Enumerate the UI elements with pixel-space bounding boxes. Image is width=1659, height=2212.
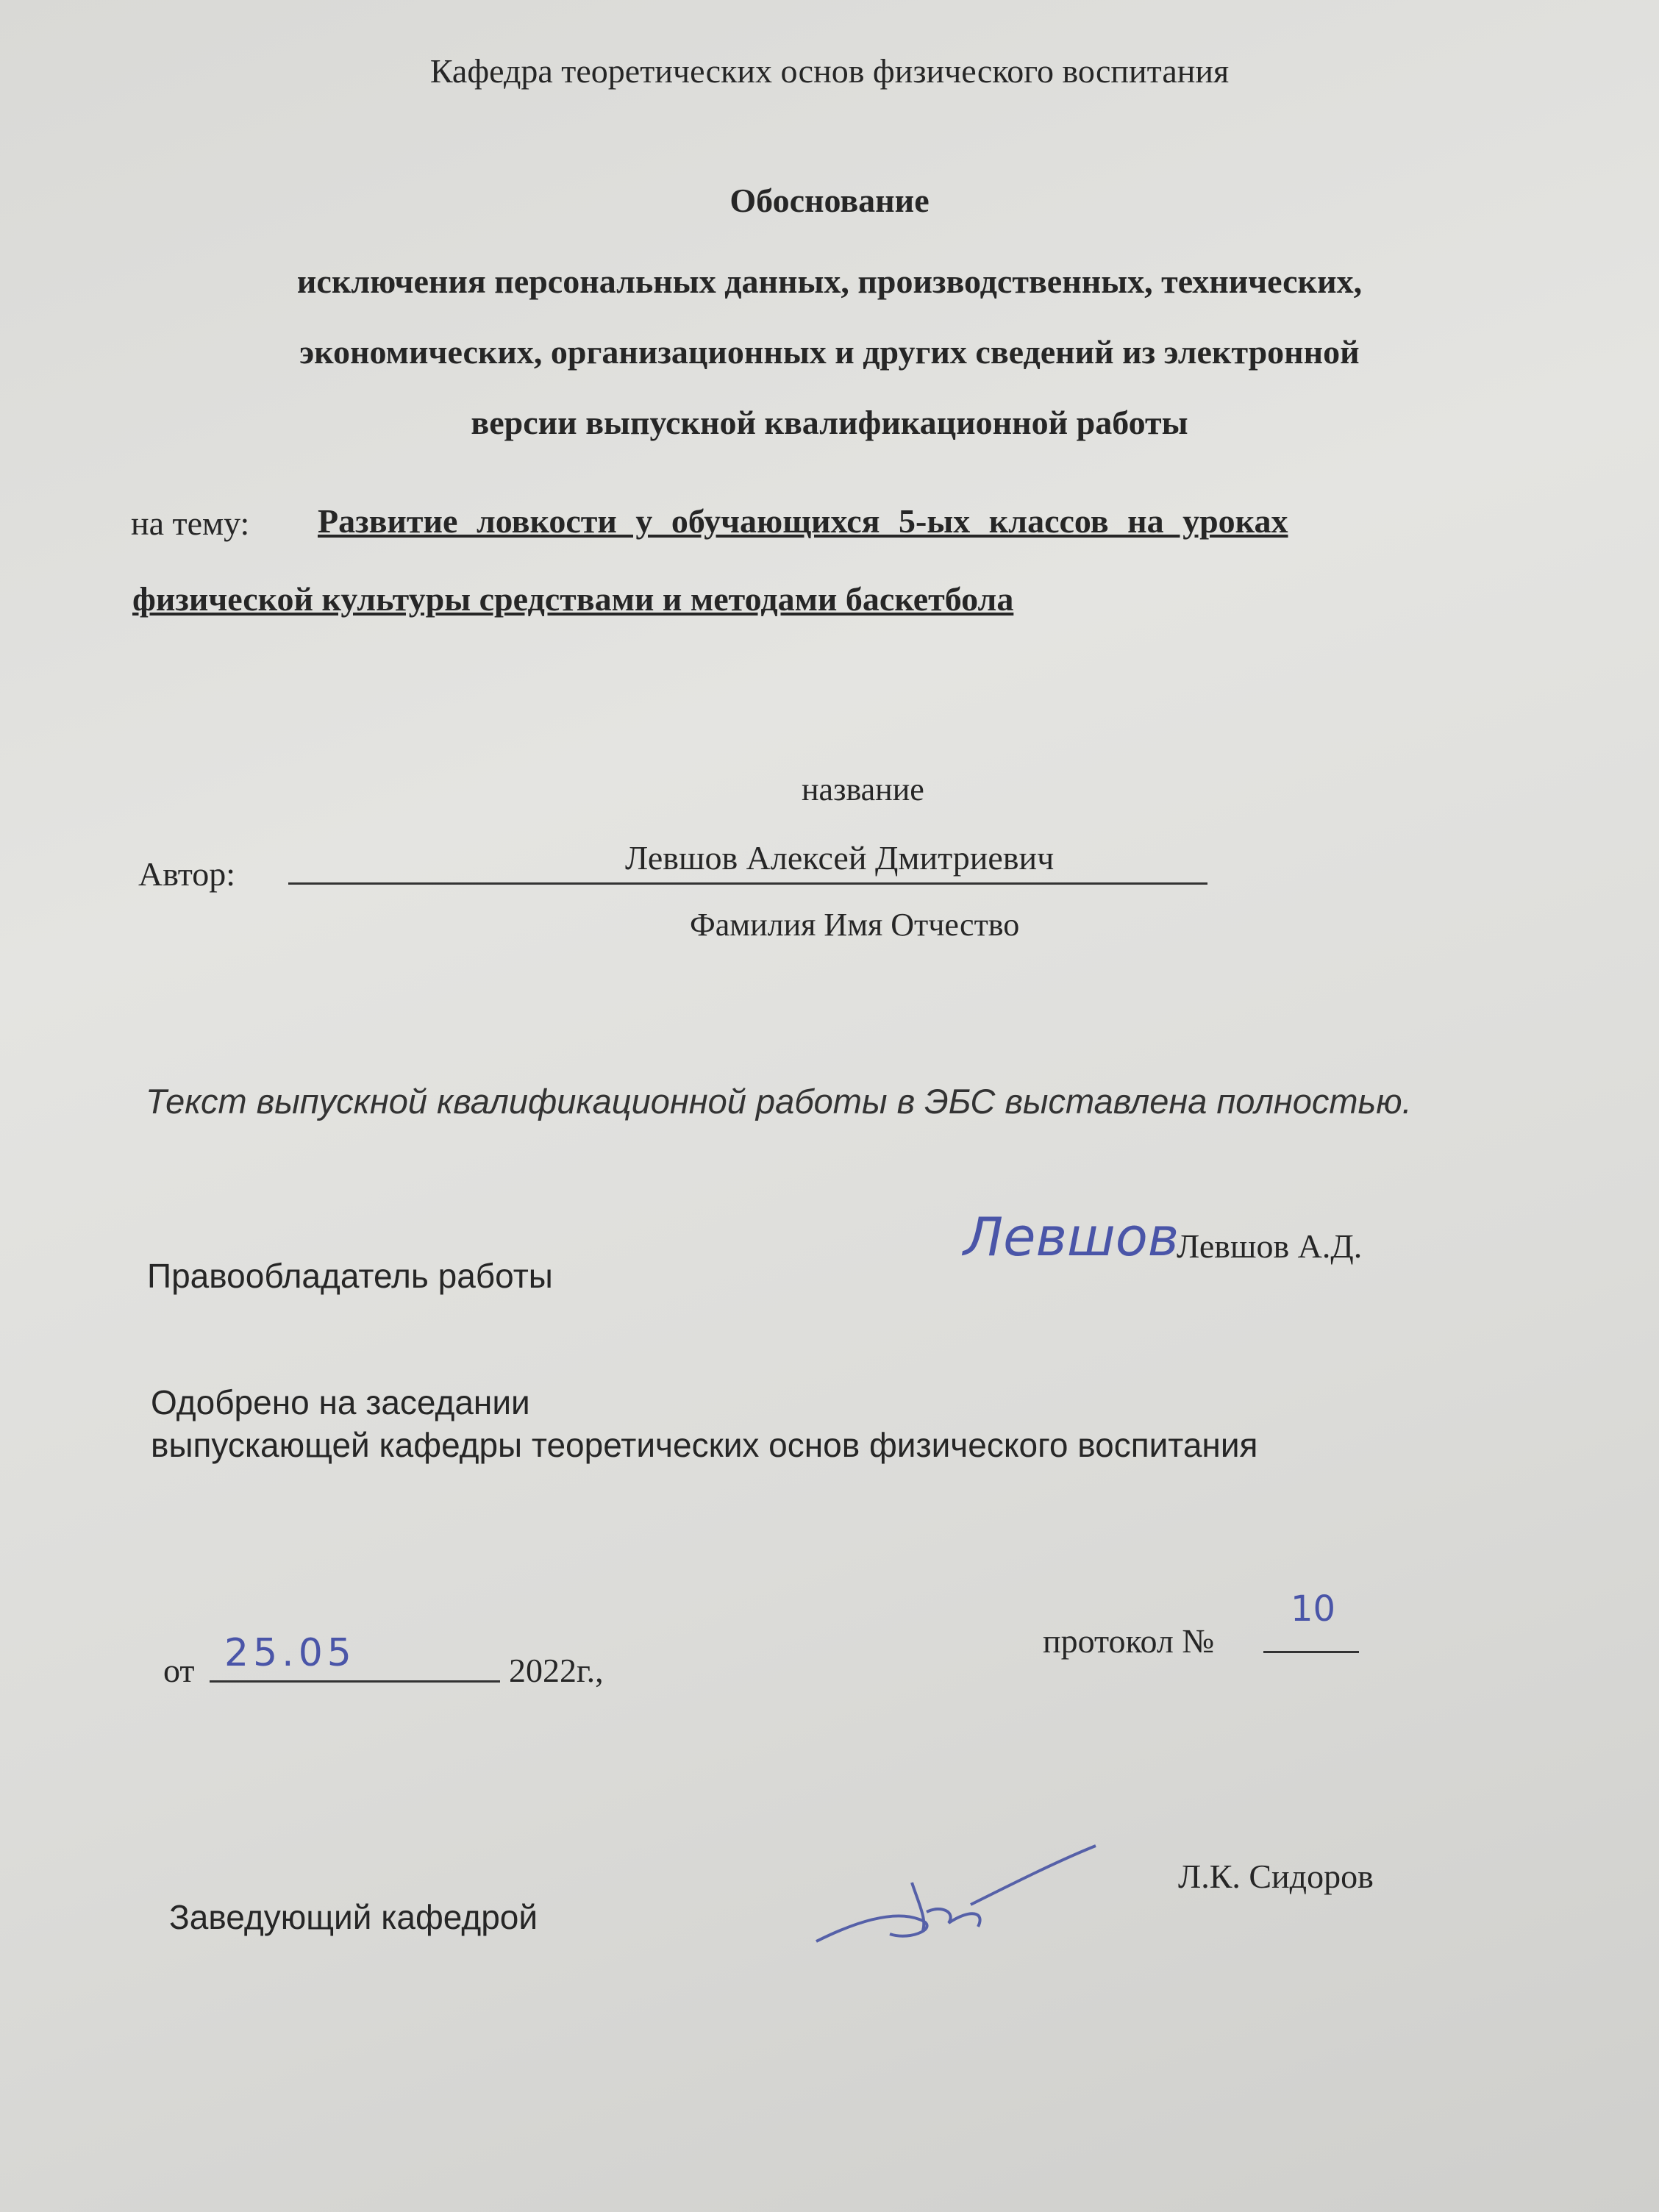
author-label: Автор: [138,855,236,893]
subtitle-line-1: исключения персональных данных, производственных, технических, [296,263,1363,300]
protocol-number: 10 [1291,1588,1336,1630]
topic-label: на тему: [131,504,250,542]
head-label: Заведующий кафедрой [169,1898,538,1936]
statement-text: Текст выпускной квалификационной работы в ЭБС выставлена полностью. [146,1082,1412,1121]
approved-line-2: выпускающей кафедры теоретических основ физического воспитания [151,1426,1258,1464]
author-name: Левшов Алексей Дмитриевич [625,839,1055,877]
head-name: Л.К. Сидоров [1178,1858,1374,1895]
topic-caption: название [802,771,924,807]
date-value: 25.05 [224,1631,356,1675]
approved-line-1: Одобрено на заседании [151,1383,530,1421]
subtitle-line-3: версии выпускной квалификационной работы [471,404,1188,441]
topic-line-1: Развитие ловкости у обучающихся 5-ых классов на уроках [318,502,1288,540]
rights-holder-signature: Левшов [963,1206,1180,1268]
topic-line-2: физической культуры средствами и методами баскетбола [132,580,1014,618]
protocol-label: протокол № [1043,1622,1215,1660]
head-signature-icon [802,1838,1110,1956]
document-title: Обоснование [729,182,930,219]
subtitle-line-2: экономических, организационных и других сведений из электронной [299,333,1360,371]
author-caption: Фамилия Имя Отчество [690,907,1020,943]
rights-holder-name: Левшов А.Д. [1177,1227,1363,1265]
department-heading: Кафедра теоретических основ физического воспитания [429,52,1230,90]
date-year: 2022г., [509,1652,604,1689]
rights-holder-label: Правообладатель работы [147,1257,553,1295]
date-prefix: от [163,1652,195,1689]
